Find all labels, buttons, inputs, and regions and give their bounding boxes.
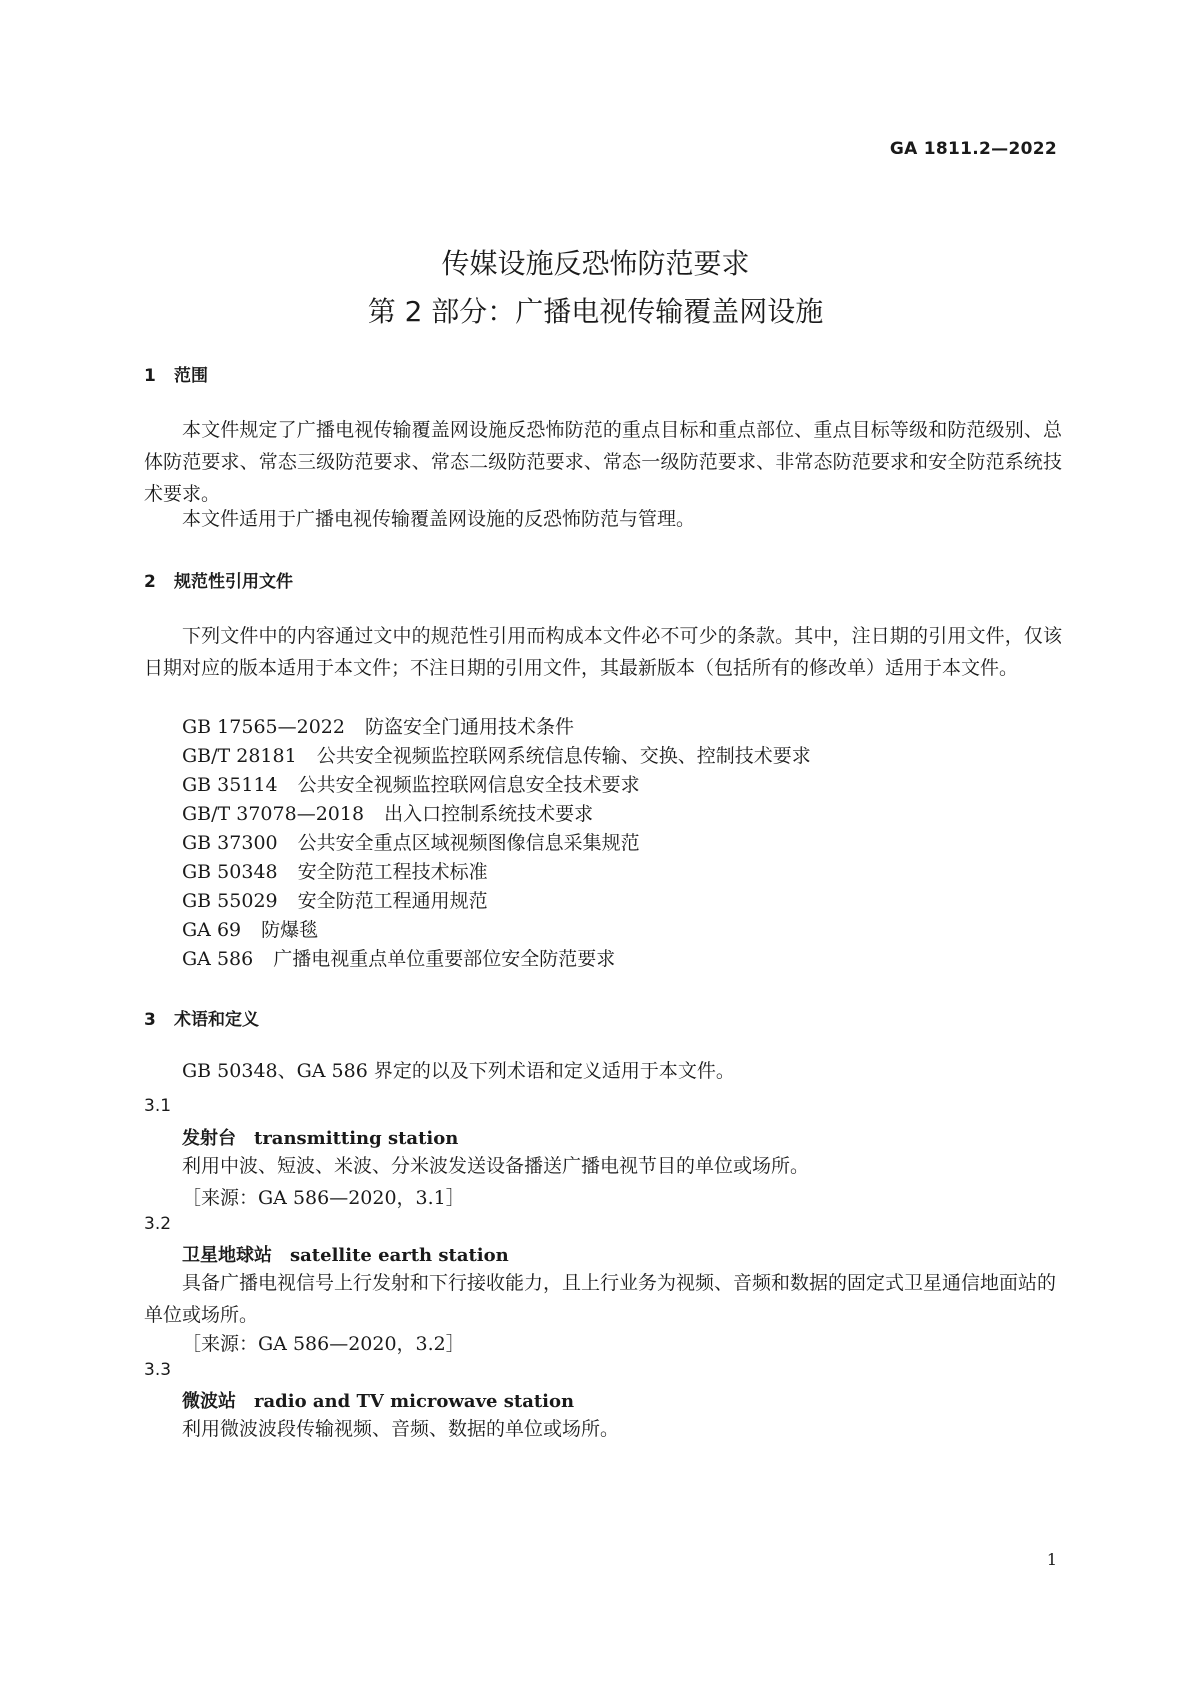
reference-item: GB 35114 公共安全视频监控联网信息安全技术要求	[182, 774, 640, 796]
term-source: ［来源：GA 586—2020，3.1］	[182, 1187, 465, 1209]
term-number: 3.3	[144, 1360, 172, 1380]
section-3-intro: GB 50348、GA 586 界定的以及下列术语和定义适用于本文件。	[182, 1060, 735, 1082]
section-2-intro: 下列文件中的内容通过文中的规范性引用而构成本文件必不可少的条款。其中，注日期的引用文件，仅该日期对应的版本适用于本文件；不注日期的引用文件，其最新版本（包括所有的修改单）适用于本文件。	[144, 625, 1062, 679]
term-title: 发射台 transmitting station	[182, 1128, 459, 1149]
reference-item: GB 55029 安全防范工程通用规范	[182, 890, 488, 912]
section-2-heading: 2 规范性引用文件	[144, 572, 293, 592]
section-1-paragraph-1: 本文件规定了广播电视传输覆盖网设施反恐怖防范的重点目标和重点部位、重点目标等级和防范级别、总体防范要求、常态三级防范要求、常态二级防范要求、常态一级防范要求、非常态防范要求和安全防范系统技术要求。	[144, 419, 1062, 505]
term-number: 3.2	[144, 1214, 172, 1234]
term-definition: 利用中波、短波、米波、分米波发送设备播送广播电视节目的单位或场所。	[182, 1155, 810, 1177]
reference-item: GB 37300 公共安全重点区域视频图像信息采集规范	[182, 832, 640, 854]
section-1-paragraph-2: 本文件适用于广播电视传输覆盖网设施的反恐怖防范与管理。	[182, 508, 696, 530]
term-definition: 具备广播电视信号上行发射和下行接收能力，且上行业务为视频、音频和数据的固定式卫星通信地面站的单位或场所。	[144, 1272, 1057, 1326]
term-number: 3.1	[144, 1096, 172, 1116]
reference-item: GA 586 广播电视重点单位重要部位安全防范要求	[182, 948, 616, 970]
reference-item: GA 69 防爆毯	[182, 919, 319, 941]
reference-item: GB 50348 安全防范工程技术标准	[182, 861, 488, 883]
term-title: 卫星地球站 satellite earth station	[182, 1245, 509, 1266]
page-number: 1	[1046, 1550, 1057, 1569]
reference-item: GB 17565—2022 防盗安全门通用技术条件	[182, 716, 574, 738]
document-title	[0, 240, 1191, 336]
term-definition: 利用微波波段传输视频、音频、数据的单位或场所。	[182, 1418, 620, 1440]
section-3-heading: 3 术语和定义	[144, 1010, 259, 1030]
title-line-2: 第 2 部分：广播电视传输覆盖网设施	[367, 295, 824, 328]
standard-number: GA 1811.2—2022	[889, 139, 1057, 159]
reference-item: GB/T 37078—2018 出入口控制系统技术要求	[182, 803, 594, 825]
title-line-1: 传媒设施反恐怖防范要求	[441, 247, 750, 280]
reference-item: GB/T 28181 公共安全视频监控联网系统信息传输、交换、控制技术要求	[182, 745, 811, 767]
section-1-heading: 1 范围	[144, 366, 208, 386]
term-source: ［来源：GA 586—2020，3.2］	[182, 1333, 465, 1355]
term-title: 微波站 radio and TV microwave station	[182, 1391, 575, 1412]
